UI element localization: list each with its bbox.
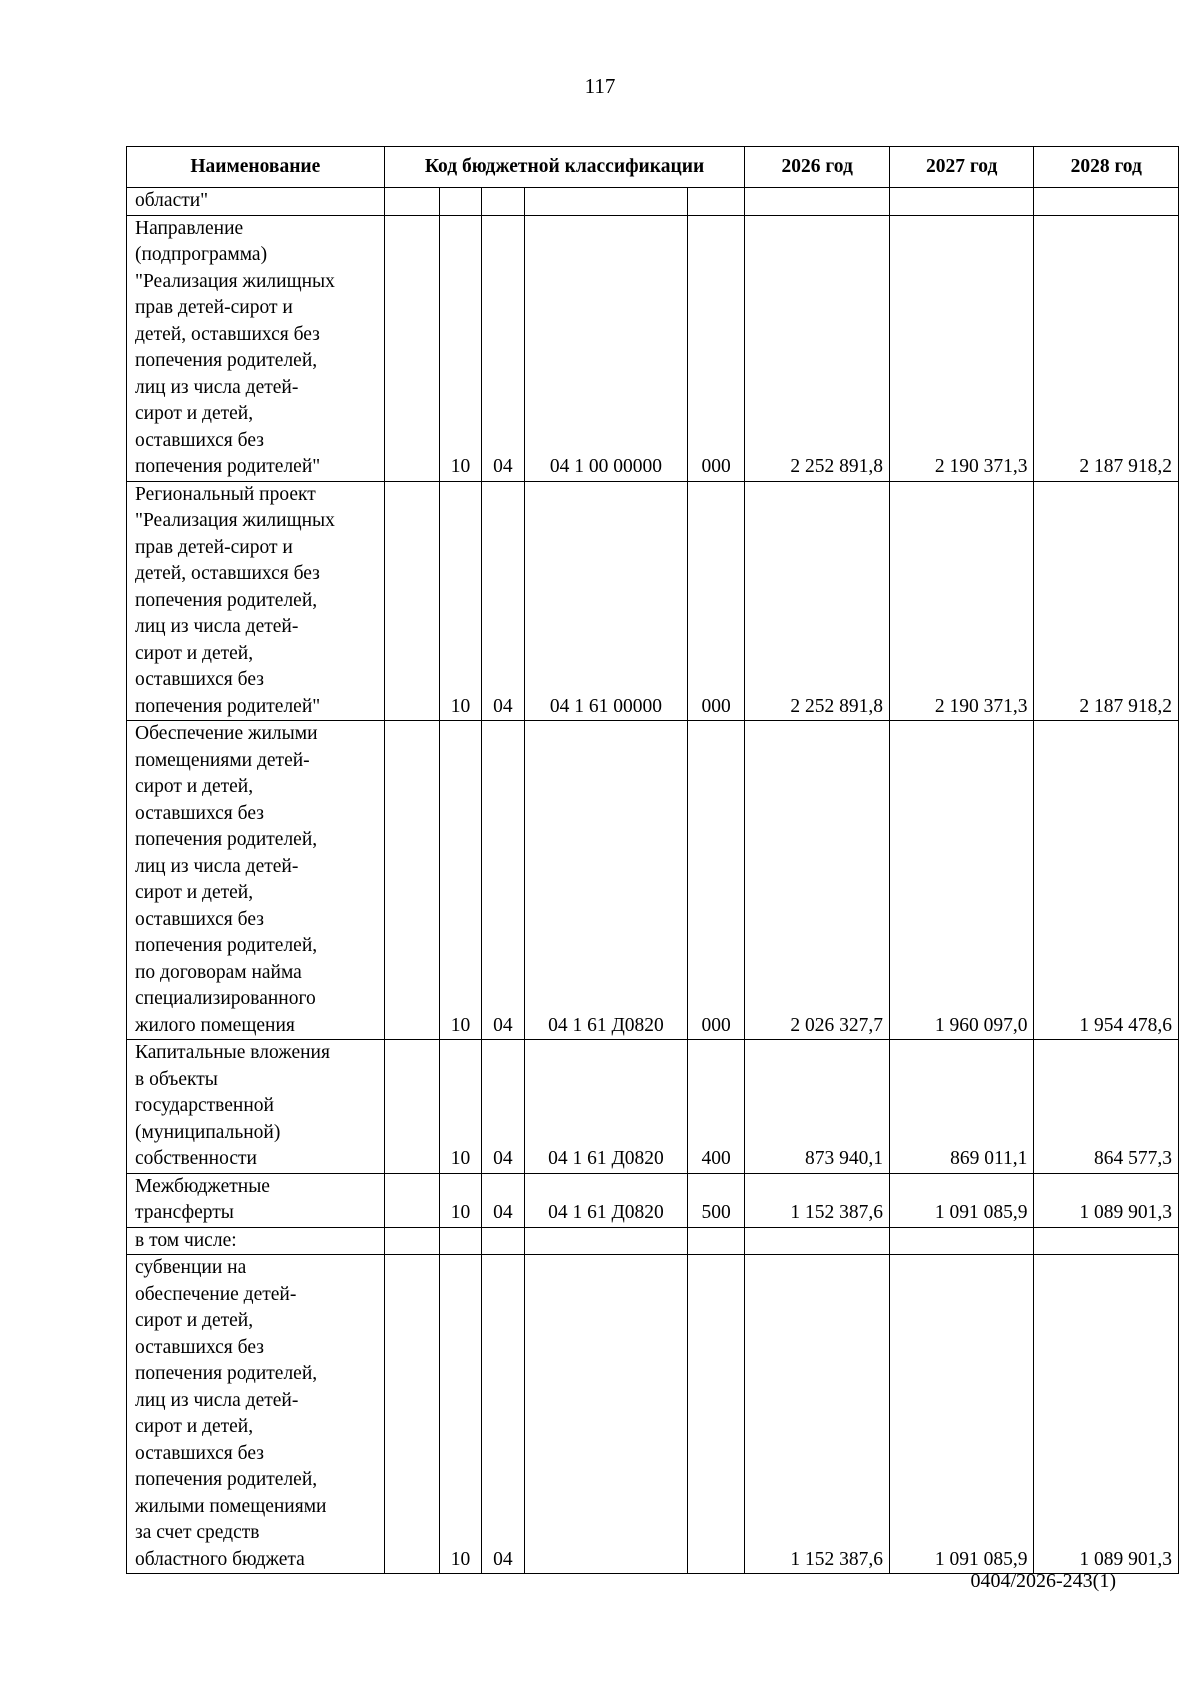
cell-2026: 1 152 387,6	[745, 1255, 890, 1574]
cell-target-article: 04 1 61 00000	[525, 481, 688, 721]
cell-expense-type: 500	[687, 1173, 745, 1227]
cell-target-article	[525, 1255, 688, 1574]
document-code: 0404/2026-243(1)	[970, 1570, 1116, 1592]
table-header-row	[127, 147, 1179, 188]
cell-2026	[745, 188, 890, 216]
cell-target-article: 04 1 61 Д0820	[525, 1040, 688, 1174]
cell-section: 10	[440, 1173, 481, 1227]
cell-section: 10	[440, 1255, 481, 1574]
cell-2026: 2 026 327,7	[745, 721, 890, 1040]
cell-expense-type: 000	[687, 721, 745, 1040]
cell-2026: 1 152 387,6	[745, 1173, 890, 1227]
table-row	[127, 188, 1179, 216]
cell-subsection: 04	[481, 481, 524, 721]
cell-empty	[384, 1040, 440, 1174]
cell-2027: 2 190 371,3	[889, 215, 1034, 481]
table-row	[127, 1173, 1179, 1227]
cell-expense-type: 400	[687, 1040, 745, 1174]
cell-2027: 869 011,1	[889, 1040, 1034, 1174]
budget-table	[126, 146, 1179, 1574]
cell-target-article: 04 1 00 00000	[525, 215, 688, 481]
table-row	[127, 721, 1179, 1040]
cell-2027: 1 960 097,0	[889, 721, 1034, 1040]
cell-2027	[889, 1227, 1034, 1255]
cell-subsection	[481, 1227, 524, 1255]
cell-target-article	[525, 188, 688, 216]
cell-section	[440, 188, 481, 216]
cell-name: Направление (подпрограмма) "Реализация жилищных прав детей-сирот и детей, оставшихся без попечения родителей, лиц из числа детей- сирот и детей, оставшихся без попечения родителей"	[127, 215, 385, 481]
cell-subsection: 04	[481, 215, 524, 481]
cell-expense-type	[687, 1255, 745, 1574]
cell-name: области"	[127, 188, 385, 216]
cell-empty	[384, 721, 440, 1040]
cell-section: 10	[440, 481, 481, 721]
cell-section: 10	[440, 215, 481, 481]
cell-subsection: 04	[481, 1040, 524, 1174]
cell-section: 10	[440, 721, 481, 1040]
cell-2028: 1 089 901,3	[1034, 1173, 1179, 1227]
cell-name: Обеспечение жилыми помещениями детей- сирот и детей, оставшихся без попечения родителей, лиц из числа детей- сирот и детей, оставшихся без попечения родителей, по договорам найма специализированного жилого помещения	[127, 721, 385, 1040]
cell-empty	[384, 215, 440, 481]
cell-2027: 2 190 371,3	[889, 481, 1034, 721]
cell-2028: 2 187 918,2	[1034, 215, 1179, 481]
header-code: Код бюджетной классификации	[384, 147, 745, 188]
cell-empty	[384, 1255, 440, 1574]
cell-2027: 1 091 085,9	[889, 1173, 1034, 1227]
cell-2028: 1 954 478,6	[1034, 721, 1179, 1040]
table-row	[127, 215, 1179, 481]
cell-expense-type: 000	[687, 215, 745, 481]
cell-name: Региональный проект "Реализация жилищных прав детей-сирот и детей, оставшихся без попечения родителей, лиц из числа детей- сирот и детей, оставшихся без попечения родителей"	[127, 481, 385, 721]
cell-name: Капитальные вложения в объекты государственной (муниципальной) собственности	[127, 1040, 385, 1174]
cell-empty	[384, 481, 440, 721]
cell-subsection: 04	[481, 1173, 524, 1227]
header-name: Наименование	[127, 147, 385, 188]
cell-2026: 2 252 891,8	[745, 481, 890, 721]
page-number: 117	[584, 74, 616, 98]
header-2027: 2027 год	[889, 147, 1034, 188]
cell-name: Межбюджетные трансферты	[127, 1173, 385, 1227]
header-2026: 2026 год	[745, 147, 890, 188]
cell-empty	[384, 1227, 440, 1255]
cell-2028	[1034, 1227, 1179, 1255]
cell-subsection	[481, 188, 524, 216]
cell-2026	[745, 1227, 890, 1255]
cell-2028: 2 187 918,2	[1034, 481, 1179, 721]
cell-name: в том числе:	[127, 1227, 385, 1255]
cell-subsection: 04	[481, 721, 524, 1040]
table-row	[127, 481, 1179, 721]
cell-expense-type	[687, 1227, 745, 1255]
cell-2028: 1 089 901,3	[1034, 1255, 1179, 1574]
cell-section	[440, 1227, 481, 1255]
cell-2027	[889, 188, 1034, 216]
cell-section: 10	[440, 1040, 481, 1174]
table-row	[127, 1255, 1179, 1574]
cell-subsection: 04	[481, 1255, 524, 1574]
header-2028: 2028 год	[1034, 147, 1179, 188]
cell-expense-type: 000	[687, 481, 745, 721]
cell-expense-type	[687, 188, 745, 216]
cell-empty	[384, 1173, 440, 1227]
cell-2026: 873 940,1	[745, 1040, 890, 1174]
table-row	[127, 1040, 1179, 1174]
cell-target-article	[525, 1227, 688, 1255]
cell-2028: 864 577,3	[1034, 1040, 1179, 1174]
cell-target-article: 04 1 61 Д0820	[525, 721, 688, 1040]
cell-name: субвенции на обеспечение детей- сирот и детей, оставшихся без попечения родителей, лиц из числа детей- сирот и детей, оставшихся без попечения родителей, жилыми помещениями за счет средств областного бюджета	[127, 1255, 385, 1574]
table-body	[127, 188, 1179, 1574]
cell-target-article: 04 1 61 Д0820	[525, 1173, 688, 1227]
table-row	[127, 1227, 1179, 1255]
cell-2027: 1 091 085,9	[889, 1255, 1034, 1574]
cell-empty	[384, 188, 440, 216]
cell-2028	[1034, 188, 1179, 216]
cell-2026: 2 252 891,8	[745, 215, 890, 481]
